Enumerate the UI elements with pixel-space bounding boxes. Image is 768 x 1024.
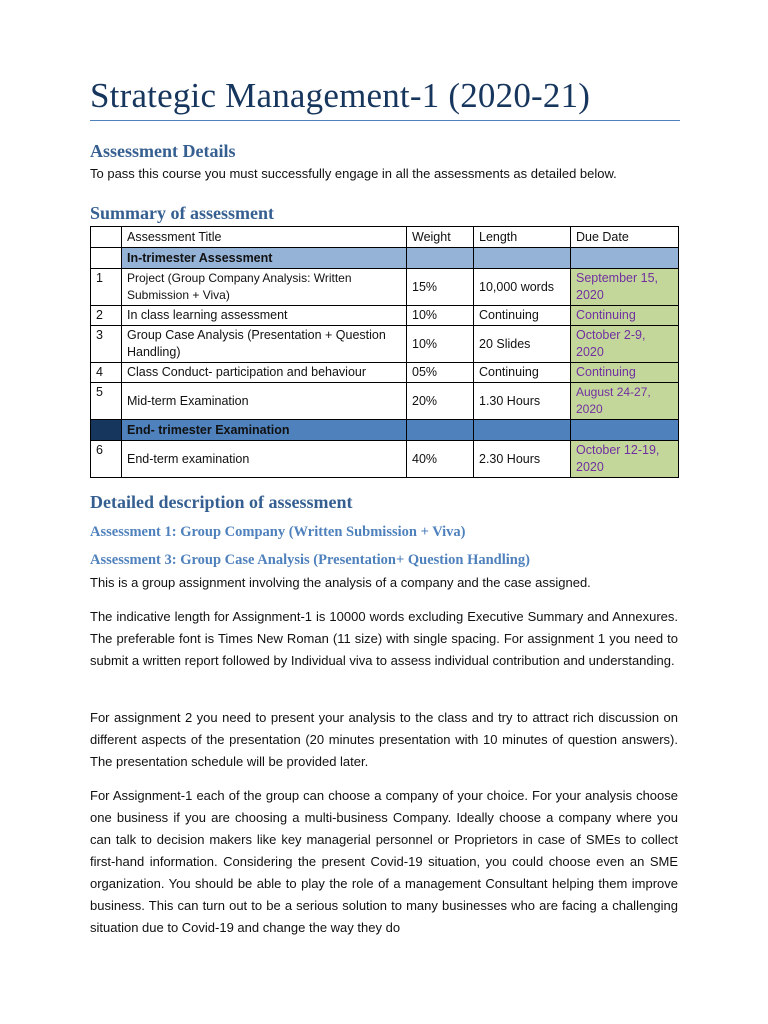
- section-num-cell: [91, 420, 122, 441]
- header-cell-num: [91, 227, 122, 248]
- row-due-date: Continuing: [571, 306, 679, 326]
- row-weight: 20%: [407, 383, 474, 420]
- row-weight: 10%: [407, 326, 474, 363]
- section-row-in-trimester: [91, 248, 679, 269]
- row-length: 2.30 Hours: [474, 441, 571, 478]
- document-title: Strategic Management-1 (2020-21): [90, 76, 591, 115]
- detailed-description-heading: Detailed description of assessment: [90, 492, 353, 512]
- row-weight: 05%: [407, 363, 474, 383]
- section-blank-cell: [407, 248, 474, 269]
- paragraph-group-assignment: This is a group assignment involving the analysis of a company and the case assigned.: [90, 575, 591, 590]
- section-label: End- trimester Examination: [122, 420, 407, 441]
- row-due-date: Continuing: [571, 363, 679, 383]
- row-length: Continuing: [474, 363, 571, 383]
- table-row: [91, 269, 679, 306]
- header-cell-due-date: Due Date: [571, 227, 679, 248]
- row-title: Project (Group Company Analysis: Written Submission + Viva): [122, 269, 407, 306]
- row-length: 1.30 Hours: [474, 383, 571, 420]
- section-blank-cell: [474, 248, 571, 269]
- section-row-end-trimester: [91, 420, 679, 441]
- row-due-date: August 24-27, 2020: [571, 383, 679, 420]
- title-underline: [90, 120, 680, 121]
- section-num-cell: [91, 248, 122, 269]
- row-due-date: October 2-9, 2020: [571, 326, 679, 363]
- table-row: [91, 363, 679, 383]
- row-title: In class learning assessment: [122, 306, 407, 326]
- row-due-date: October 12-19, 2020: [571, 441, 679, 478]
- assessment-3-subheading: Assessment 3: Group Case Analysis (Presentation+ Question Handling): [90, 552, 530, 568]
- section-blank-cell: [571, 248, 679, 269]
- row-weight: 40%: [407, 441, 474, 478]
- row-num: 5: [91, 383, 122, 420]
- assessment-details-heading: Assessment Details: [90, 141, 236, 161]
- row-num: 1: [91, 269, 122, 306]
- row-length: Continuing: [474, 306, 571, 326]
- row-weight: 15%: [407, 269, 474, 306]
- table-row: [91, 383, 679, 420]
- section-blank-cell: [474, 420, 571, 441]
- row-num: 4: [91, 363, 122, 383]
- summary-heading: Summary of assessment: [90, 203, 274, 223]
- row-weight: 10%: [407, 306, 474, 326]
- row-num: 6: [91, 441, 122, 478]
- row-length: 10,000 words: [474, 269, 571, 306]
- assessment-details-intro: To pass this course you must successfully engage in all the assessments as detailed below.: [90, 166, 617, 181]
- table-row: [91, 441, 679, 478]
- paragraph-company-choice: For Assignment-1 each of the group can choose a company of your choice. For your analysis choose one business if you are choosing a multi-business Company. Ideally choose a company where you can talk to decision makers like key managerial personnel or Proprietors in case of SMEs to collect first-hand information. Considering the present Covid-19 situation, you could choose even an SME organization. You should be able to play the role of a management Consultant helping them improve business. This can turn out to be a serious solution to many businesses who are facing a challenging situation due to Covid-19 and change the way they do: [90, 788, 678, 935]
- row-title: Group Case Analysis (Presentation + Question Handling): [122, 326, 407, 363]
- header-cell-weight: Weight: [407, 227, 474, 248]
- paragraph-indicative-length: The indicative length for Assignment-1 is 10000 words excluding Executive Summary and Annexures. The preferable font is Times New Roman (11 size) with single spacing. For assignment 1 you need to submit a written report followed by Individual viva to assess individual contribution and understanding.: [90, 609, 678, 668]
- row-title: Mid-term Examination: [122, 383, 407, 420]
- paragraph-assignment-2: For assignment 2 you need to present your analysis to the class and try to attract rich discussion on different aspects of the presentation (20 minutes presentation with 10 minutes of question answers). The presentation schedule will be provided later.: [90, 710, 678, 769]
- row-num: 3: [91, 326, 122, 363]
- table-header-row: [91, 227, 679, 248]
- section-blank-cell: [407, 420, 474, 441]
- row-title: End-term examination: [122, 441, 407, 478]
- row-title: Class Conduct- participation and behaviour: [122, 363, 407, 383]
- table-row: [91, 306, 679, 326]
- row-length: 20 Slides: [474, 326, 571, 363]
- row-num: 2: [91, 306, 122, 326]
- table-row: [91, 326, 679, 363]
- row-due-date: September 15, 2020: [571, 269, 679, 306]
- summary-table: [90, 226, 679, 478]
- section-blank-cell: [571, 420, 679, 441]
- assessment-1-subheading: Assessment 1: Group Company (Written Submission + Viva): [90, 524, 466, 540]
- header-cell-title: Assessment Title: [122, 227, 407, 248]
- header-cell-length: Length: [474, 227, 571, 248]
- section-label: In-trimester Assessment: [122, 248, 407, 269]
